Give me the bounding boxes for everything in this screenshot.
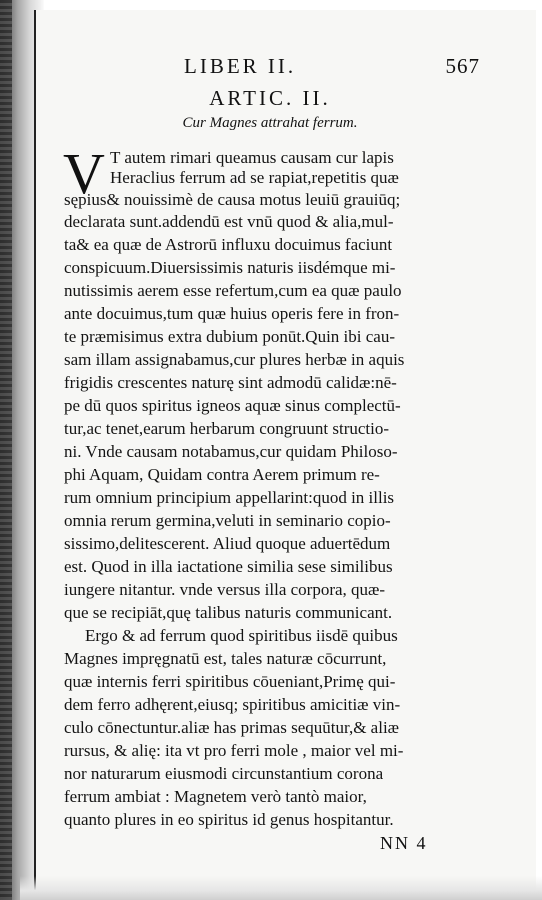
text-line: sępius& nouissimè de causa motus leuiū grauiūq; — [64, 190, 401, 209]
article-subtitle: Cur Magnes attrahat ferrum. — [182, 115, 358, 131]
text-line: omnia rerum germina,veluti in seminario copio- — [64, 511, 391, 530]
text-line: culo cōnectuntur.aliæ has primas sequūtur,& aliæ — [64, 718, 400, 737]
text-line: sam illam assignabamus,cur plures herbæ in aquis — [64, 350, 405, 369]
article-heading: ARTIC. II. — [209, 86, 331, 110]
text-line: sissimo,delitescerent. Aliud quoque aduertēdum — [64, 534, 391, 553]
text-line: Ergo & ad ferrum quod spiritibus iisdē quibus — [85, 626, 398, 645]
text-line: conspicuum.Diuersissimis naturis iisdémque mi- — [64, 258, 396, 277]
text-line: rursus, & alię: ita vt pro ferri mole , maior vel mi- — [64, 741, 404, 760]
text-line: quanto plures in eo spiritus id genus hospitantur. — [64, 810, 394, 829]
text-line: ta& ea quæ de Astrorū influxu docuimus faciunt — [64, 235, 393, 254]
text-line: phi Aquam, Quidam contra Aerem primum re- — [64, 465, 380, 484]
text-line: frigidis crescentes naturę sint admodū calidæ:nē- — [64, 373, 397, 392]
page-number: 567 — [445, 54, 480, 78]
text-line: declarata sunt.addendū est vnū quod & alia,mul- — [64, 212, 394, 231]
text-line: T autem rimari queamus causam cur lapis — [110, 148, 394, 167]
text-line: est. Quod in illa iactatione similia sese similibus — [64, 557, 393, 576]
drop-cap-initial: V — [63, 141, 105, 206]
text-line: iungere nitantur. vnde versus illa corpora, quæ- — [64, 580, 386, 599]
text-line: ante docuimus,tum quæ huius operis fere in fron- — [64, 304, 400, 323]
text-line: ni. Vnde causam notabamus,cur quidam Philoso- — [64, 442, 398, 461]
text-line: ferrum ambiat : Magnetem verò tantò maior, — [64, 787, 367, 806]
text-line: nor naturarum eiusmodi circunstantium corona — [64, 764, 384, 783]
text-line: rum omnium principium appellarint:quod in illis — [64, 488, 395, 507]
text-line: Magnes impręgnatū est, tales naturæ cōcurrunt, — [64, 649, 387, 668]
text-line: pe dū quos spiritus igneos aquæ sinus complectū- — [64, 396, 401, 415]
text-line: nutissimis aerem esse refertum,cum ea quæ paulo — [64, 281, 402, 300]
text-line: te præmisimus extra dubium ponūt.Quin ibi cau- — [64, 327, 395, 346]
text-line: tur,ac tenet,earum herbarum congruunt structio- — [64, 419, 390, 438]
signature-mark: NN 4 — [380, 833, 428, 853]
text-line: quæ internis ferri spiritibus cōueniant,Primę qui- — [64, 672, 396, 691]
running-title: LIBER II. — [184, 54, 297, 78]
text-line: dem ferro adhęrent,eiusq; spiritibus amicitiæ vin- — [64, 695, 401, 714]
text-line: Heraclius ferrum ad se rapiat,repetitis quæ — [110, 168, 399, 187]
text-line: que se recipiāt,quę talibus naturis communicant. — [64, 603, 393, 622]
